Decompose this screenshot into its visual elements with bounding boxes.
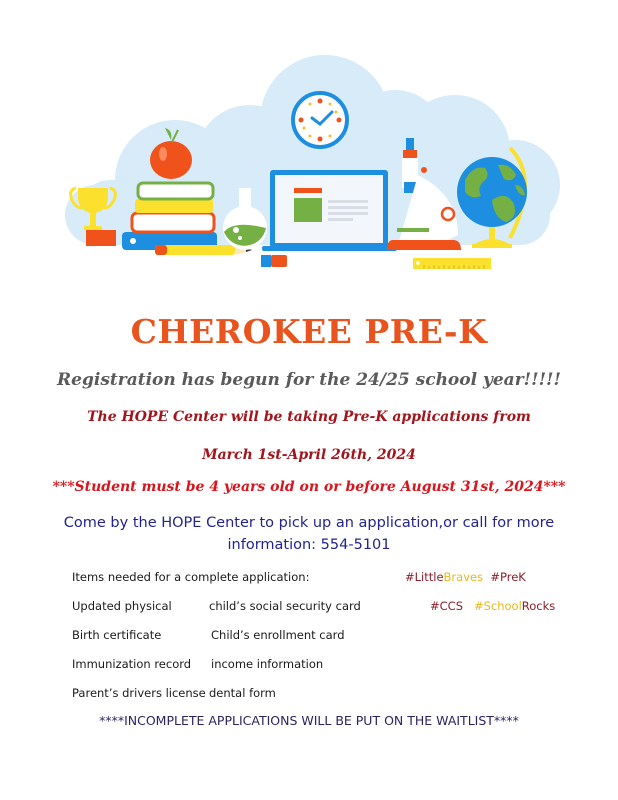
laptop-icon — [262, 170, 397, 251]
registration-announcement: Registration has begun for the 24/25 school year!!!!! — [57, 370, 561, 390]
eraser-icon — [261, 255, 287, 267]
waitlist-notice: ****INCOMPLETE APPLICATIONS WILL BE PUT ON THE WAITLIST**** — [99, 713, 519, 728]
list-item: Parent’s drivers license — [72, 686, 206, 700]
contact-line-2: information: 554-5101 — [227, 537, 391, 553]
hashtag-prek: #PreK — [483, 570, 526, 584]
page-title: CHEROKEE PRE-K — [130, 312, 488, 351]
items-heading: Items needed for a complete application: — [72, 570, 310, 584]
list-item: child’s social security card — [209, 599, 361, 613]
hashtag-braves: Braves — [443, 570, 484, 584]
application-dates: March 1st-April 26th, 2024 — [202, 447, 416, 463]
age-requirement: ***Student must be 4 years old on or before August 31st, 2024*** — [52, 479, 566, 495]
list-item: dental form — [209, 686, 276, 700]
clock-icon — [293, 93, 347, 147]
list-item: Updated physical — [72, 599, 172, 613]
contact-info — [0, 512, 618, 556]
school-supplies-illustration — [0, 0, 618, 290]
hashtag-ccs: #CCS — [430, 599, 463, 613]
ruler-icon — [413, 258, 491, 269]
list-item: Birth certificate — [72, 628, 162, 642]
list-item: Child’s enrollment card — [211, 628, 345, 642]
hashtag-rocks: Rocks — [521, 599, 556, 613]
list-item: Immunization record — [72, 657, 192, 671]
hashtags-line-1 — [405, 570, 526, 584]
hope-center-notice: The HOPE Center will be taking Pre-K applications from — [87, 409, 531, 425]
hashtag-school: #School — [463, 599, 522, 613]
hashtag-little: #Little — [405, 570, 444, 584]
list-item: income information — [211, 657, 324, 671]
hashtags-line-2 — [430, 599, 555, 613]
contact-line-1: Come by the HOPE Center to pick up an application,or call for more — [63, 515, 555, 531]
